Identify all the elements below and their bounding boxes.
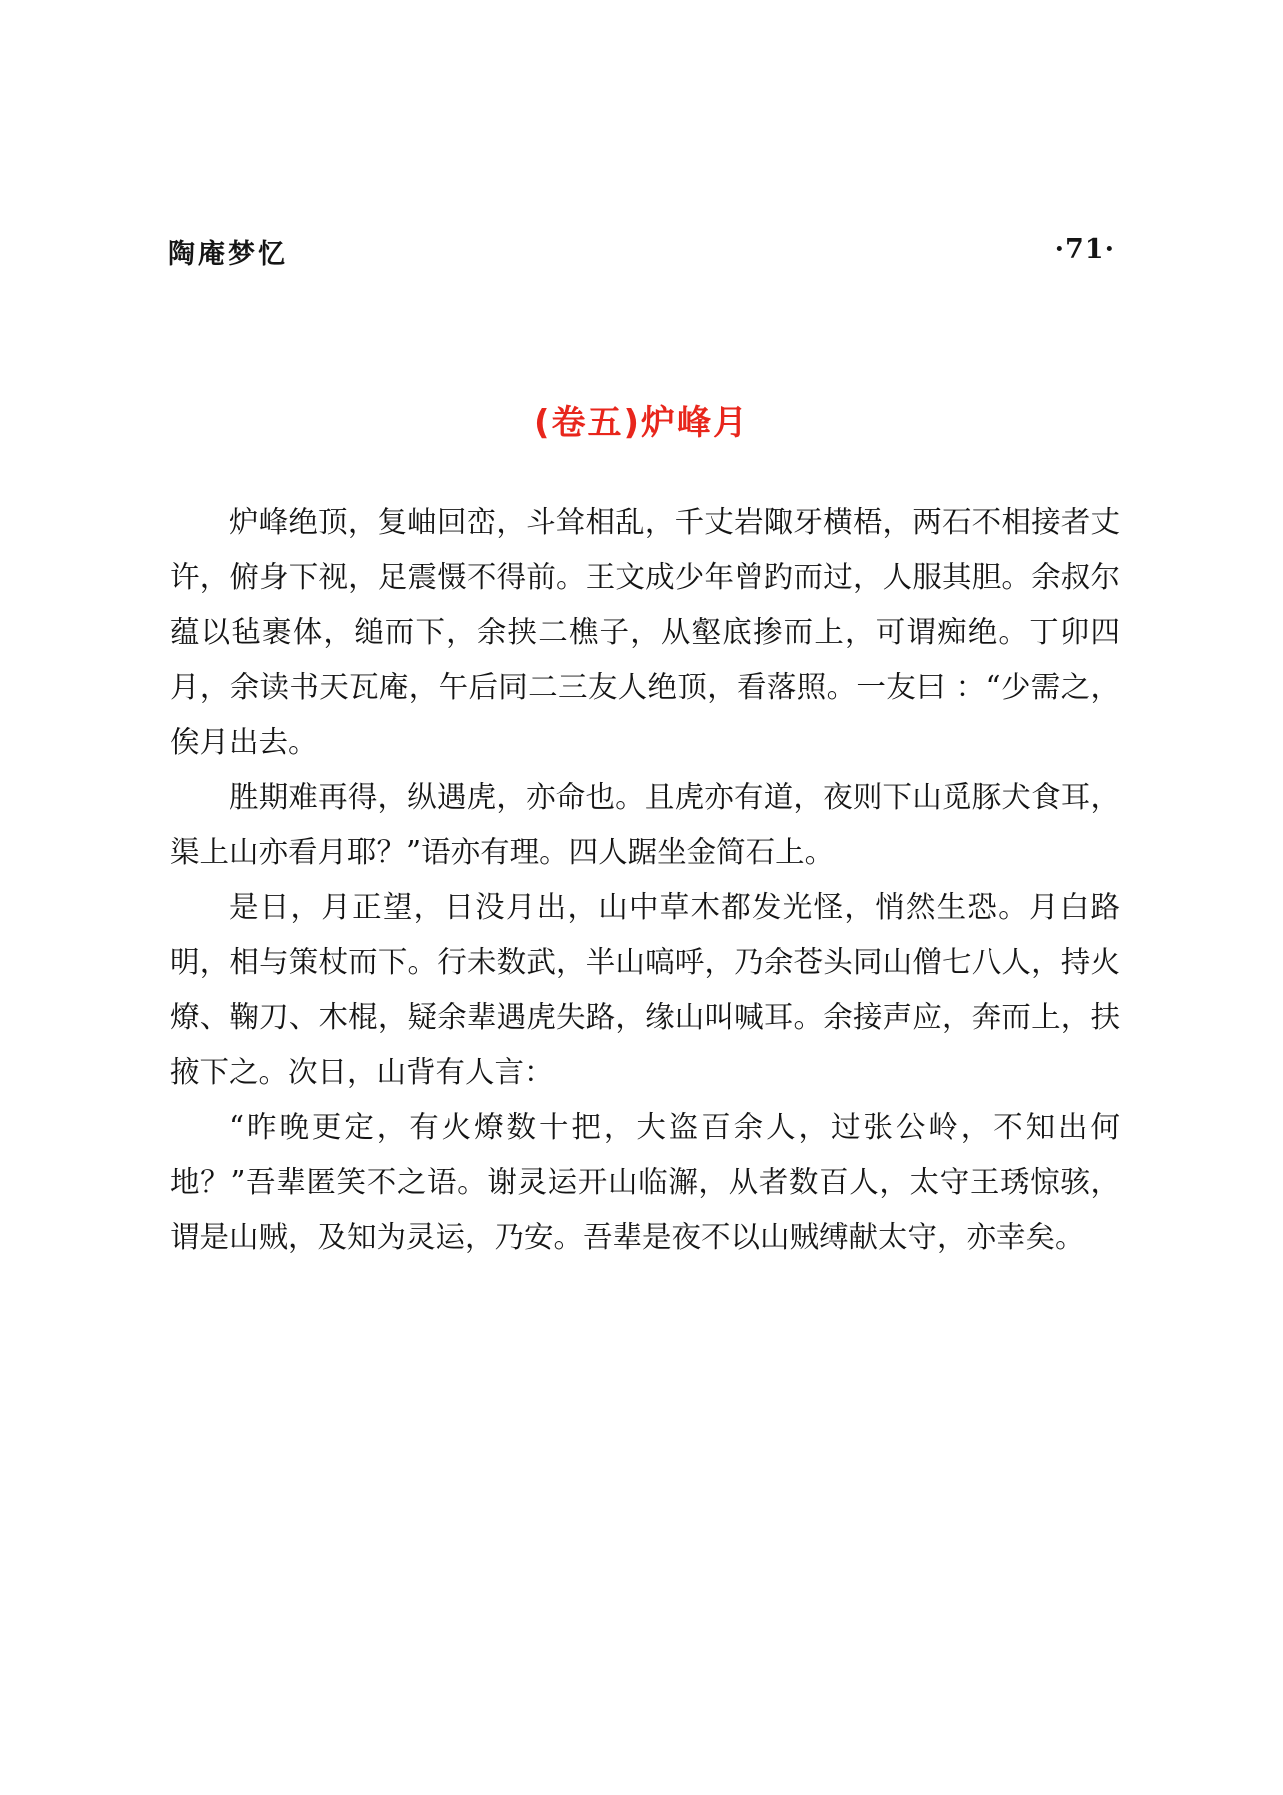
- paragraph: “昨晚更定，有火燎数十把，大盗百余人，过张公岭，不知出何地？”吾辈匿笑不之语。谢灵运开山临澥，从者数百人，太守王琇惊骇，谓是山贼，及知为灵运，乃安。吾辈是夜不以山贼缚献太守，亦幸矣。: [170, 1110, 1120, 1254]
- paragraph: 是日，月正望，日没月出，山中草木都发光怪，悄然生恐。月白路明，相与策杖而下。行未数武，半山嗃呼，乃余苍头同山僧七八人，持火燎、鞠刀、木棍，疑余辈遇虎失路，缘山叫喊耳。余接声应，奔而上，扶掖下之。次日，山背有人言：: [170, 890, 1120, 1089]
- page-header: [168, 232, 1115, 272]
- book-title: 陶庵梦忆: [168, 239, 288, 270]
- article-title: (卷五)炉峰月: [533, 403, 750, 443]
- page-number: ·71·: [1054, 234, 1115, 265]
- paragraph: 炉峰绝顶，复岫回峦，斗耸相乱，千丈岩陬牙横梧，两石不相接者丈许，俯身下视，足震慑不得前。王文成少年曾趵而过，人服其胆。余叔尔蕴以毡裹体，缒而下，余挟二樵子，从壑底掺而上，可谓痴绝。丁卯四月，余读书天瓦庵，午后同二三友人绝顶，看落照。一友曰 ：“少需之，俟月出去。: [170, 505, 1120, 759]
- article-body: [170, 495, 1120, 1265]
- paragraph: 胜期难再得，纵遇虎，亦命也。且虎亦有道，夜则下山觅豚犬食耳，渠上山亦看月耶？”语亦有理。四人踞坐金简石上。: [170, 780, 1120, 869]
